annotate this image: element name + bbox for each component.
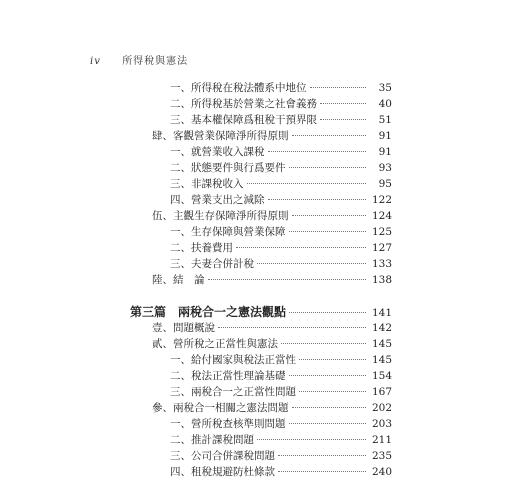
leader-dots	[268, 151, 367, 152]
toc-entry[interactable]	[170, 112, 392, 128]
toc-part-heading[interactable]	[130, 304, 392, 320]
toc-entry[interactable]	[170, 240, 392, 256]
toc-entry-page: 154	[371, 370, 392, 382]
toc-entry[interactable]	[152, 128, 392, 144]
toc-entry-page: 145	[371, 338, 392, 350]
toc-entry-label: 二、扶養費用	[170, 242, 233, 254]
leader-dots	[310, 87, 367, 88]
toc-entry-label: 一、給付國家與稅法正當性	[170, 354, 296, 366]
toc-entry-label: 二、狀態要件與行爲要件	[170, 162, 286, 174]
toc-entry-label: 二、稅法正當性理論基礎	[170, 370, 286, 382]
toc-entry[interactable]	[170, 432, 392, 448]
toc-entry-page: 203	[371, 418, 392, 430]
toc-entry[interactable]	[170, 224, 392, 240]
leader-dots	[268, 199, 367, 200]
toc-entry[interactable]	[152, 272, 392, 288]
toc-entry-page: 93	[378, 162, 392, 174]
toc-entry-label: 三、公司合併課稅問題	[170, 450, 275, 462]
toc-entry[interactable]	[170, 464, 392, 480]
toc-entry-page: 211	[371, 434, 392, 446]
toc-entry-page: 142	[371, 322, 392, 334]
toc-entry-page: 95	[378, 178, 392, 190]
leader-dots	[299, 391, 366, 392]
leader-dots	[257, 263, 366, 264]
toc-entry[interactable]	[170, 416, 392, 432]
toc-entry[interactable]	[170, 192, 392, 208]
leader-dots	[292, 135, 367, 136]
toc-entry-page: 133	[371, 258, 392, 270]
leader-dots	[289, 423, 367, 424]
running-header	[90, 52, 188, 67]
leader-dots	[299, 359, 366, 360]
leader-dots	[289, 231, 367, 232]
toc-entry-page: 125	[371, 226, 392, 238]
toc-entry-label: 三、兩稅合一之正當性問題	[170, 386, 296, 398]
toc-entry-page: 51	[378, 114, 392, 126]
leader-dots	[257, 439, 366, 440]
leader-dots	[278, 471, 366, 472]
leader-dots	[320, 103, 366, 104]
leader-dots	[320, 119, 366, 120]
toc-entry[interactable]	[170, 384, 392, 400]
leader-dots	[292, 407, 367, 408]
toc-entry[interactable]	[170, 352, 392, 368]
toc-entry-page: 91	[378, 146, 392, 158]
part-number: 第三篇	[130, 305, 167, 319]
toc-entry-label: 一、就營業收入課稅	[170, 146, 265, 158]
toc-entry-page: 35	[378, 82, 392, 94]
toc-entry-label: 四、租稅規避防杜條款	[170, 466, 275, 478]
leader-dots	[236, 247, 366, 248]
toc-entry-label: 三、夫妻合併計稅	[170, 258, 254, 270]
toc-entry-page: 122	[371, 194, 392, 206]
toc-entry-label: 二、所得稅基於營業之社會義務	[170, 98, 317, 110]
toc-entry[interactable]	[152, 208, 392, 224]
toc-entry-page: 235	[371, 450, 392, 462]
toc-entry[interactable]	[170, 176, 392, 192]
leader-dots	[218, 327, 366, 328]
leader-dots	[289, 312, 366, 313]
toc-entry-label: 三、基本權保障爲租稅干預界限	[170, 114, 317, 126]
toc-entry-label: 一、所得稅在稅法體系中地位	[170, 82, 307, 94]
toc-entry[interactable]	[152, 336, 392, 352]
toc-entry[interactable]	[170, 256, 392, 272]
toc-entry-page: 240	[371, 466, 392, 478]
toc-entry[interactable]	[170, 96, 392, 112]
toc-entry-label: 壹、問題概說	[152, 322, 215, 334]
toc-entry-label: 貳、營所稅之正當性與憲法	[152, 338, 278, 350]
header-page-number: iv	[90, 56, 101, 67]
leader-dots	[289, 375, 367, 376]
toc-entry-label: 參、兩稅合一相關之憲法問題	[152, 402, 289, 414]
toc-entry-page: 40	[378, 98, 392, 110]
leader-dots	[289, 167, 367, 168]
part-title: 兩稅合一之憲法觀點	[178, 305, 287, 319]
toc-entry-label: 肆、客觀營業保障淨所得原則	[152, 130, 289, 142]
toc-entry-page: 91	[378, 130, 392, 142]
leader-dots	[208, 279, 367, 280]
leader-dots	[281, 343, 366, 344]
toc-entry[interactable]	[170, 80, 392, 96]
leader-dots	[278, 455, 366, 456]
toc-entry-page: 202	[371, 402, 392, 414]
header-book-title: 所得稅與憲法	[122, 56, 189, 67]
toc-entry-page: 138	[371, 274, 392, 286]
toc-entry-label: 一、營所稅查核準則問題	[170, 418, 286, 430]
toc-entry-page: 145	[371, 354, 392, 366]
toc-entry-label: 三、非課稅收入	[170, 178, 244, 190]
toc-entry-page: 127	[371, 242, 392, 254]
leader-dots	[292, 215, 367, 216]
toc-entry-label: 二、推計課稅問題	[170, 434, 254, 446]
toc-entry-page: 124	[371, 210, 392, 222]
toc-entry[interactable]	[170, 368, 392, 384]
toc-entry-page: 167	[371, 386, 392, 398]
toc-entry-label: 伍、主觀生存保障淨所得原則	[152, 210, 289, 222]
leader-dots	[247, 183, 367, 184]
toc-entry[interactable]	[152, 320, 392, 336]
toc-entry-label: 四、營業支出之減除	[170, 194, 265, 206]
toc-entry[interactable]	[170, 448, 392, 464]
toc-entry[interactable]	[152, 400, 392, 416]
toc-entry[interactable]	[170, 160, 392, 176]
toc-entry-label: 陸、結 論	[152, 274, 205, 286]
toc-entry[interactable]	[170, 144, 392, 160]
toc-entry-label: 一、生存保障與營業保障	[170, 226, 286, 238]
toc-entry-page: 141	[371, 307, 392, 319]
